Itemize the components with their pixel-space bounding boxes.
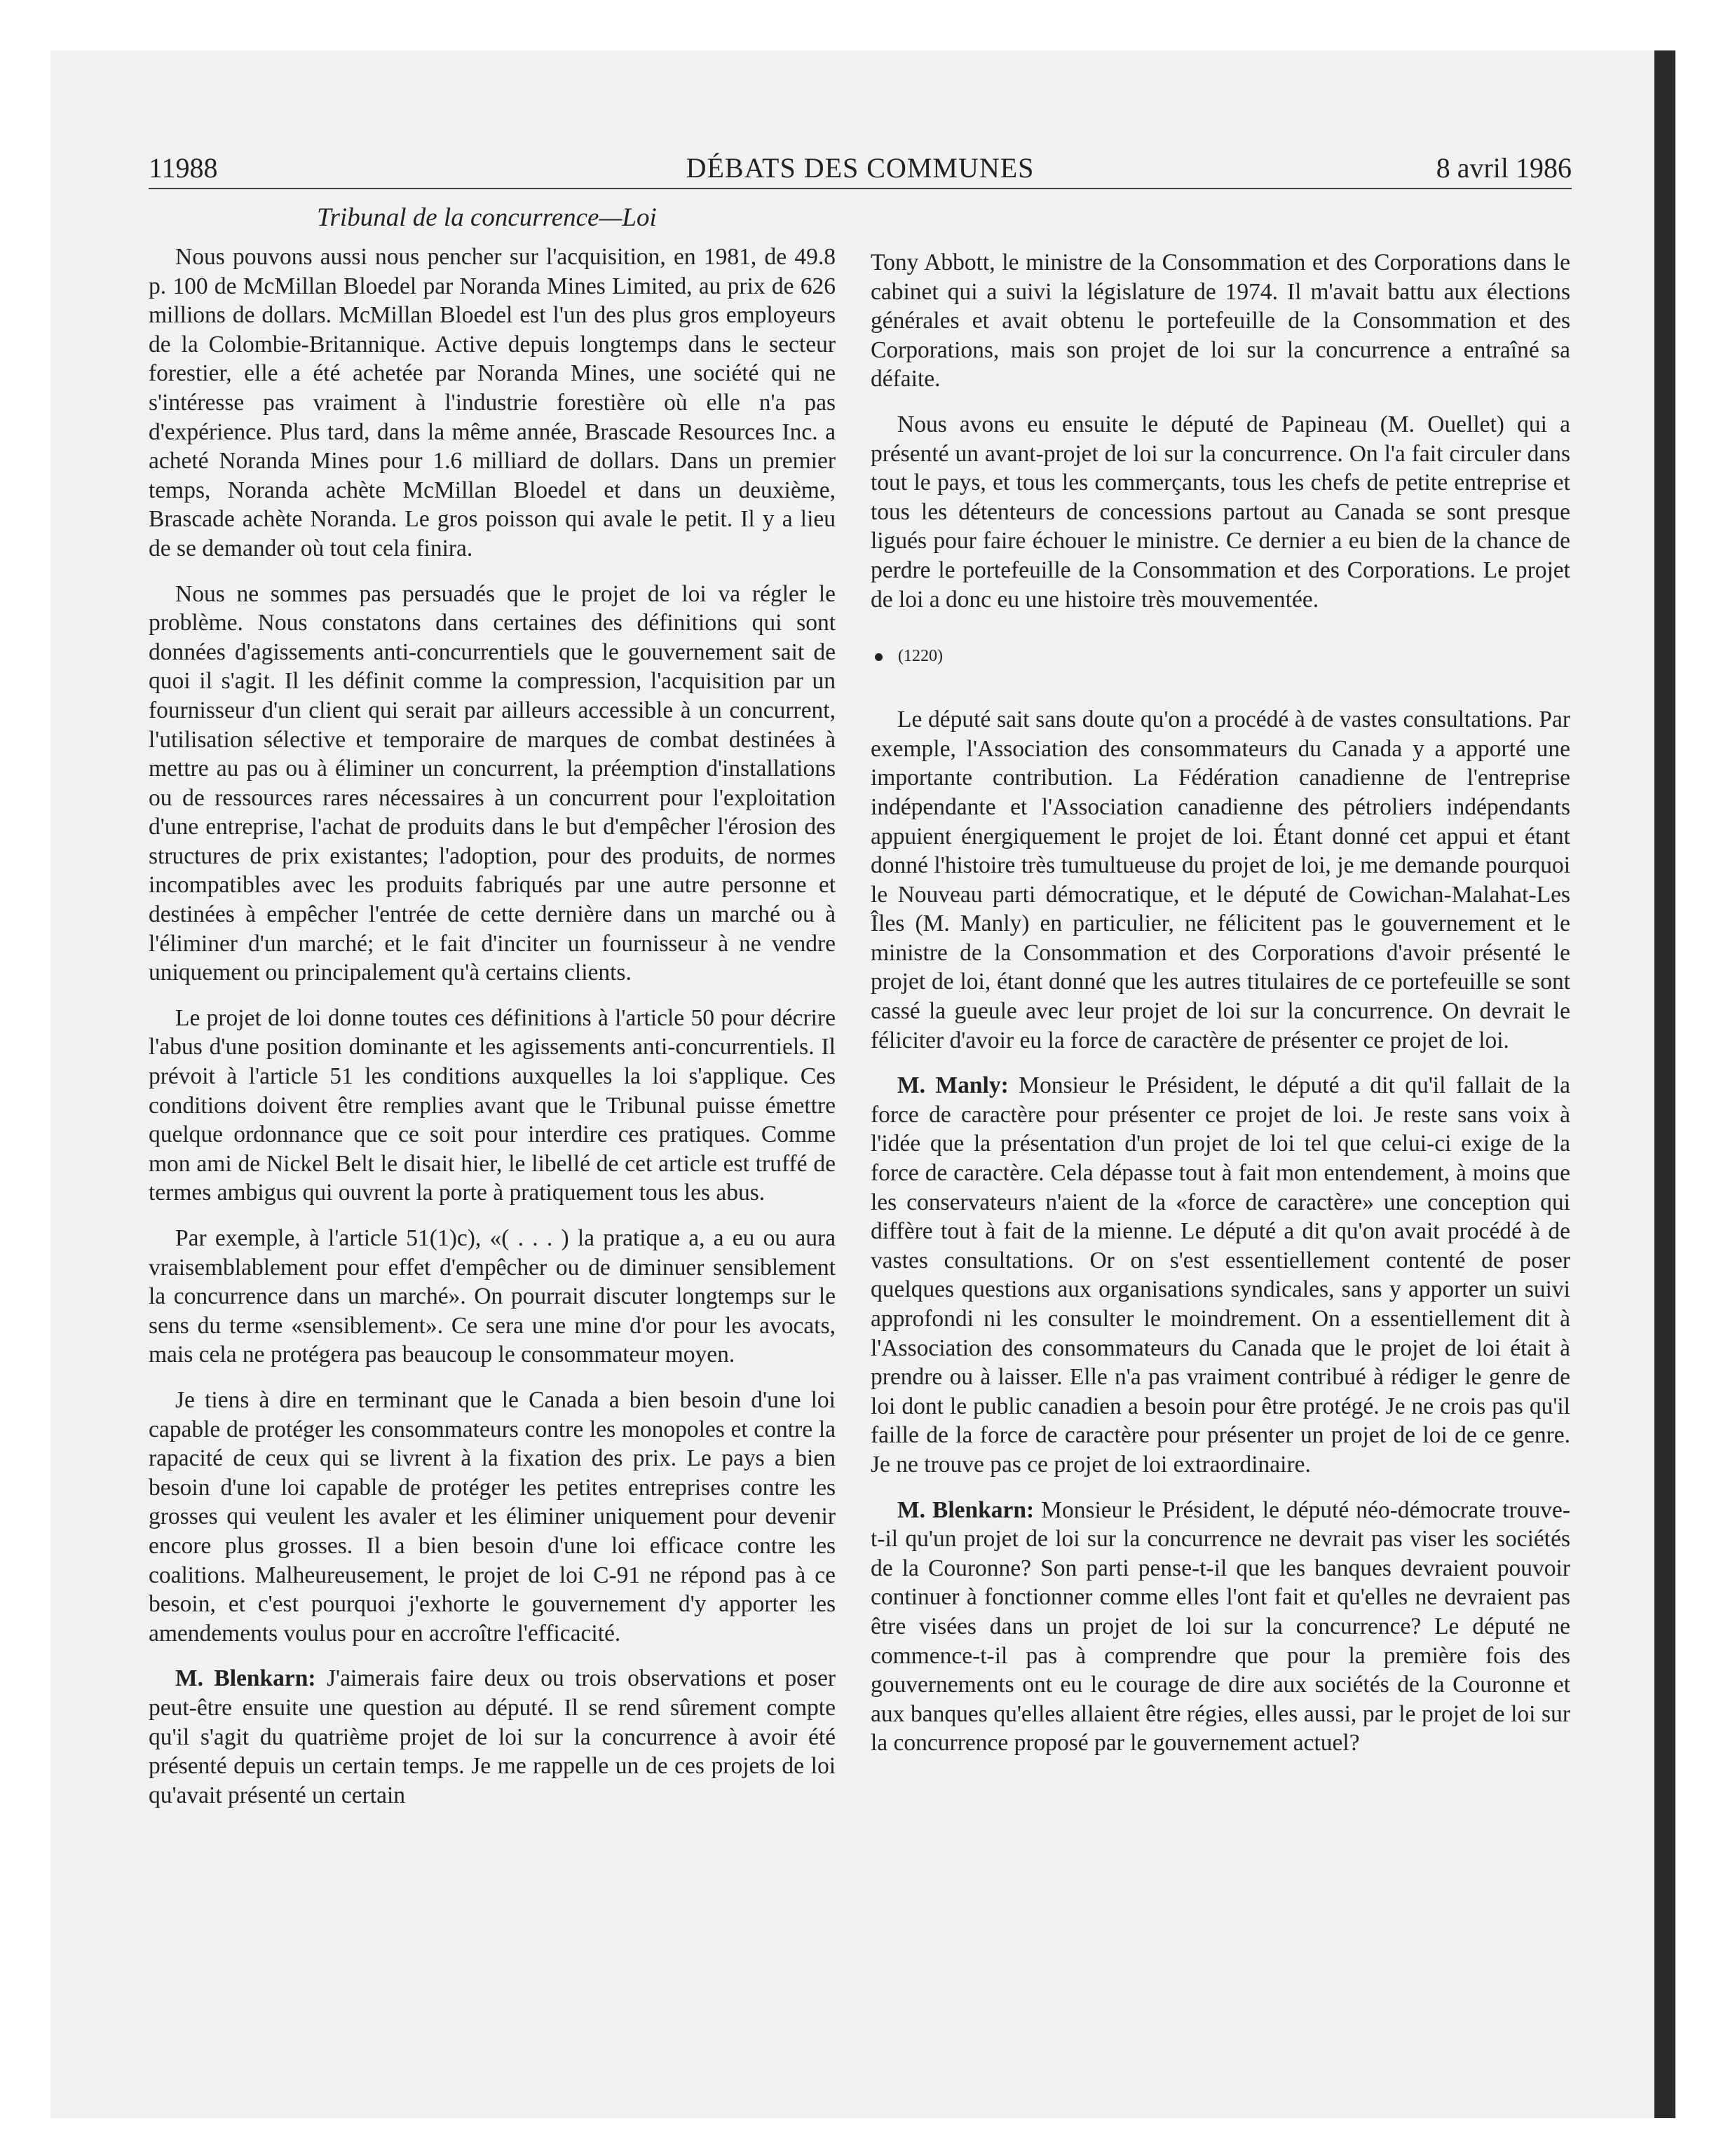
paragraph: Nous ne sommes pas persuadés que le projet de loi va régler le problème. Nous constatons dans certaines des définitions qui sont données d'agissements anti-concurrentiels que le gouvernement sait de quoi il s'agit. Il les définit comme la compression, l'acquisition par un fournisseur d'un client qui serait par ailleurs accessible à un concurrent, l'utilisation sélective et temporaire de marques de combat destinées à mettre au pas ou à éliminer un concurrent, la préemption d'installations ou de ressources rares nécessaires à un concurrent pour l'exploitation d'une entreprise, l'achat de produits dans le but d'empêcher l'érosion des structures de prix existantes; l'adoption, pour des produits, de normes incompatibles avec les produits fabriqués par une autre personne et destinées à empêcher l'entrée de cette dernière dans un marché ou à l'éliminer d'un marché; et le fait d'inciter un fournisseur à ne vendre uniquement ou principalement qu'à certains clients.: [149, 580, 836, 986]
speech-text: Monsieur le Président, le député néo-démocrate trouve-t-il qu'un projet de loi sur la concurrence ne devrait pas viser les sociétés de la Couronne? Son parti pense-t-il que les banques devraient pouvoir continuer à fonctionner comme elles l'ont fait et qu'elles ne devraient pas être visées dans un projet de loi sur la concurrence? Le député ne commence-t-il pas à comprendre que pour la première fois des gouvernements ont eu le courage de dire aux sociétés de la Couronne et aux banques qu'elles allaient être régies, elles aussi, par le projet de loi sur la concurrence proposé par le gouvernement actuel?: [871, 1496, 1570, 1756]
speaker-name: M. Blenkarn:: [897, 1496, 1035, 1523]
paragraph: Nous pouvons aussi nous pencher sur l'acquisition, en 1981, de 49.8 p. 100 de McMillan Bloedel par Noranda Mines Limited, au prix de 626 millions de dollars. McMillan Bloedel est l'un des plus gros employeurs de la Colombie-Britannique. Active depuis longtemps dans le secteur forestier, elle a été achetée par Noranda Mines, une société qui ne s'intéresse pas vraiment à l'industrie forestière où elle n'a pas d'expérience. Plus tard, dans la même année, Brascade Resources Inc. a acheté Noranda Mines pour 1.6 milliard de dollars. Dans un premier temps, Noranda achète McMillan Bloedel et dans un deuxième, Brascade achète Noranda. Le gros poisson qui avale le petit. Il y a lieu de se demander où tout cela finira.: [149, 244, 836, 561]
speech-paragraph: [871, 1071, 1570, 1479]
issue-date: 8 avril 1986: [1436, 152, 1572, 184]
speech-paragraph: [871, 1496, 1570, 1758]
paragraph: Nous avons eu ensuite le député de Papineau (M. Ouellet) qui a présenté un avant-projet de loi sur la concurrence. On l'a fait circuler dans tout le pays, et tous les commerçants, tous les chefs de petite entreprise et tous les détenteurs de concessions partout au Canada se sont presque ligués pour faire échouer le ministre. Ce dernier a eu bien de la chance de perdre le portefeuille de la Consommation et des Corporations. Le projet de loi a donc eu une histoire très mouvementée.: [871, 411, 1570, 613]
left-column: [149, 200, 836, 1826]
publication-title: DÉBATS DES COMMUNES: [686, 152, 1035, 184]
speech-text: J'aimerais faire deux ou trois observations et poser peut-être ensuite une question au député. Il se rend sûrement compte qu'il s'agit du quatrième projet de loi sur la concurrence à avoir été présenté depuis un certain temps. Je me rappelle un de ces projets de loi qu'avait présenté un certain: [149, 1665, 836, 1808]
time-marker: [871, 642, 1570, 670]
speech-paragraph: [149, 1664, 836, 1810]
bullet-icon: [875, 653, 883, 661]
speaker-name: M. Blenkarn:: [175, 1665, 316, 1692]
right-column: [871, 248, 1570, 1774]
page-number: 11988: [149, 152, 218, 184]
paragraph: Tony Abbott, le ministre de la Consommation et des Corporations dans le cabinet qui a suivi la législature de 1974. Il m'avait battu aux élections générales et avait obtenu le portefeuille de la Consommation et des Corporations, mais son projet de loi sur la concurrence a entraîné sa défaite.: [871, 250, 1570, 393]
paragraph: Par exemple, à l'article 51(1)c), «( . . . ) la pratique a, a eu ou aura vraisemblablement pour effet d'empêcher ou de diminuer sensiblement la concurrence dans un marché». On pourrait discuter longtemps sur le sens du terme «sensiblement». Ce sera une mine d'or pour les avocats, mais cela ne protégera pas beaucoup le consommateur moyen.: [149, 1225, 836, 1368]
section-title: Tribunal de la concurrence—Loi: [317, 203, 657, 232]
paragraph: Je tiens à dire en terminant que le Canada a bien besoin d'une loi capable de protéger les consommateurs contre les monopoles et contre la rapacité de ceux qui se livrent à la fixation des prix. Le pays a bien besoin d'une loi capable de protéger les petites entreprises contre les grosses qui veulent les avaler et les éliminer uniquement pour devenir encore plus grosses. Il a bien besoin d'une loi efficace contre les coalitions. Malheureusement, le projet de loi C-91 ne répond pas à ce besoin, et c'est pourquoi j'exhorte le gouvernement d'y apporter les amendements voulus pour en accroître l'efficacité.: [149, 1386, 836, 1646]
paragraph: Le projet de loi donne toutes ces définitions à l'article 50 pour décrire l'abus d'une position dominante et les agissements anti-concurrentiels. Il prévoit à l'article 51 les conditions auxquelles la loi s'applique. Ces conditions doivent être remplies avant que le Tribunal puisse émettre quelque ordonnance que ce soit pour interdire ces pratiques. Comme mon ami de Nickel Belt le disait hier, le libellé de cet article est truffé de termes ambigus qui ouvrent la porte à pratiquement tous les abus.: [149, 1004, 836, 1206]
speaker-name: M. Manly:: [897, 1072, 1009, 1099]
speech-text: Monsieur le Président, le député a dit qu'il fallait de la force de caractère pour présenter ce projet de loi. Je reste sans voix à l'idée que la présentation d'un projet de loi tel que celui-ci exige de la force de caractère. Cela dépasse tout à fait mon entendement, à moins que les conservateurs n'aient de la «force de caractère» une conception qui diffère tout à fait de la mienne. Le député a dit qu'on avait procédé à de vastes consultations. Or on s'est essentiellement contenté de poser quelques questions aux organisations syndicales, sans y apporter un suivi approfondi ni les consulter le moindrement. On a essentiellement dit à l'Association des consommateurs du Canada que le projet de loi était à prendre ou à laisser. Elle n'a pas vraiment contribué à rédiger le genre de loi dont le public canadien a besoin pour être protégé. Je ne crois pas qu'il faille de la force de caractère pour présenter un projet de loi de ce genre. Je ne trouve pas ce projet de loi extraordinaire.: [871, 1072, 1570, 1478]
running-header: [149, 149, 1572, 189]
time-marker-label: (1220): [898, 647, 943, 666]
paragraph: Le député sait sans doute qu'on a procédé à de vastes consultations. Par exemple, l'Association des consommateurs du Canada y a apporté une importante contribution. La Fédération canadienne de l'entreprise indépendante et l'Association canadienne des pétroliers indépendants appuient énergiquement le projet de loi. Étant donné cet appui et étant donné l'histoire très tumultueuse du projet de loi, je me demande pourquoi le Nouveau parti démocratique, et le député de Cowichan-Malahat-Les Îles (M. Manly) en particulier, ne félicitent pas le gouvernement et le ministre de la Consommation et des Corporations d'avoir présenté le projet de loi, étant donné que les autres titulaires de ce portefeuille se sont cassé la gueule avec leur projet de loi sur la concurrence. On devrait le féliciter d'avoir eu la force de caractère de présenter ce projet de loi.: [871, 707, 1570, 1053]
binding-edge: [1654, 50, 1675, 2118]
